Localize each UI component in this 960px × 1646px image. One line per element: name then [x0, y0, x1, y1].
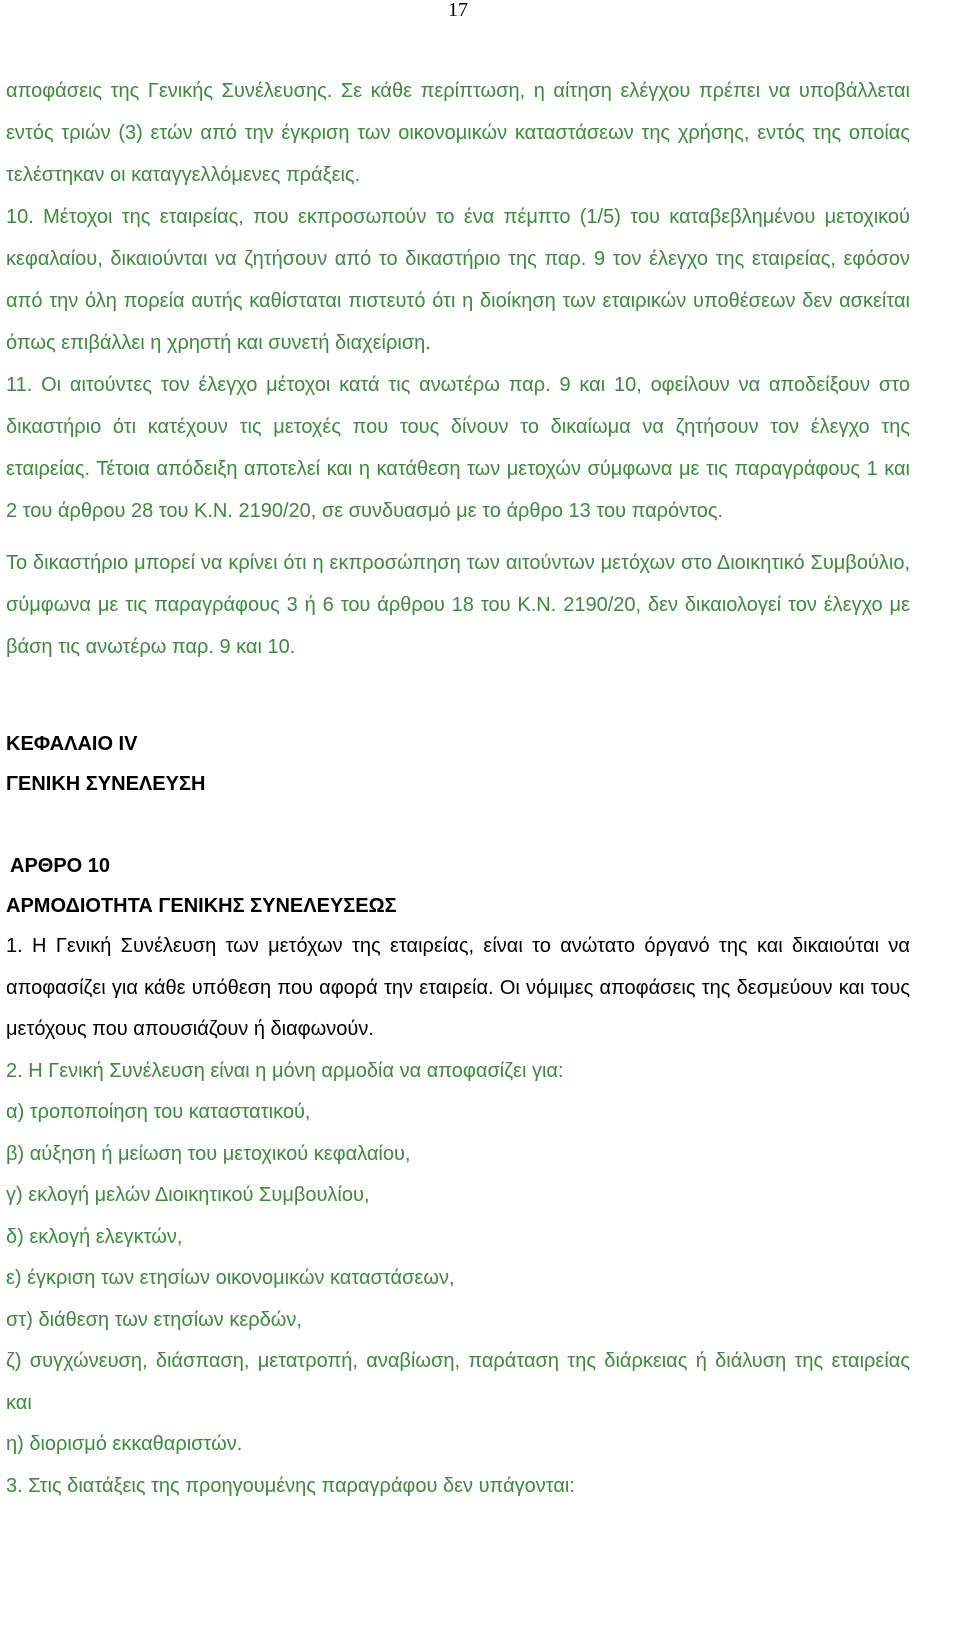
intro-paragraph: αποφάσεις της Γενικής Συνέλευσης. Σε κάθε περίπτωση, η αίτηση ελέγχου πρέπει να υποβάλλεται εντός τριών (3) ετών από την έγκριση των οικονομικών καταστάσεων της χρήσης, εντός της οποίας τελέστηκαν οι καταγγελλόμενες πράξεις.	[6, 80, 910, 186]
list-item: β) αύξηση ή μείωση του μετοχικού κεφαλαίου,	[6, 1142, 411, 1165]
list-item: στ) διάθεση των ετησίων κερδών,	[6, 1308, 302, 1331]
list-item: α) τροποποίηση του καταστατικού,	[6, 1101, 311, 1123]
article-title: ΑΡΜΟΔΙΟΤΗΤΑ ΓΕΝΙΚΗΣ ΣΥΝΕΛΕΥΣΕΩΣ	[6, 895, 397, 917]
list-item: δ) εκλογή ελεγκτών,	[6, 1225, 183, 1248]
list-item: γ) εκλογή μελών Διοικητικού Συμβουλίου,	[6, 1184, 370, 1206]
list-item: ζ) συγχώνευση, διάσπαση, μετατροπή, αναβίωση, παράταση της διάρκειας ή διάλυση της εταιρείας και	[6, 1350, 910, 1414]
list-item: η) διορισμό εκκαθαριστών.	[6, 1433, 243, 1455]
list-item: ε) έγκριση των ετησίων οικονομικών καταστάσεων,	[6, 1267, 455, 1289]
article-paragraph-3: 3. Στις διατάξεις της προηγουμένης παραγράφου δεν υπάγονται:	[6, 1474, 575, 1497]
spacer	[6, 804, 910, 846]
paragraph-10: 10. Μέτοχοι της εταιρείας, που εκπροσωπούν το ένα πέμπτο (1/5) του καταβεβλημένου μετοχικού κεφαλαίου, δικαιούνται να ζητήσουν από το δικαστήριο της παρ. 9 τον έλεγχο της εταιρείας, εφόσον από την όλη πορεία αυτής καθίσταται πιστευτό ότι η διοίκηση των εταιρικών υποθέσεων δεν ασκείται όπως επιβάλλει η χρηστή και συνετή διαχείριση.	[6, 206, 910, 354]
page-number: 17	[448, 0, 468, 21]
paragraph-11: 11. Οι αιτούντες τον έλεγχο μέτοχοι κατά τις ανωτέρω παρ. 9 και 10, οφείλουν να αποδείξουν στο δικαστήριο ότι κατέχουν τις μετοχές που τους δίνουν το δικαίωμα να ζητήσουν τον έλεγχο της εταιρείας. Τέτοια απόδειξη αποτελεί και η κατάθεση των μετοχών σύμφωνα με τις παραγράφους 1 και 2 του άρθρου 28 του Κ.Ν. 2190/20, σε συνδυασμό με το άρθρο 13 του παρόντος.	[6, 374, 910, 522]
chapter-heading: ΚΕΦΑΛΑΙΟ IV	[6, 733, 138, 755]
document-body	[6, 70, 910, 1507]
article-paragraph-2: 2. Η Γενική Συνέλευση είναι η μόνη αρμοδία να αποφασίζει για:	[6, 1059, 564, 1082]
spacer	[6, 532, 910, 542]
article-paragraph-1: 1. Η Γενική Συνέλευση των μετόχων της εταιρείας, είναι το ανώτατο όργανό της και δικαιούται να αποφασίζει για κάθε υπόθεση που αφορά την εταιρεία. Οι νόμιμες αποφάσεις της δεσμεύουν και τους μετόχους που απουσιάζουν ή διαφωνούν.	[6, 935, 910, 1040]
article-heading: ΑΡΘΡΟ 10	[10, 855, 111, 877]
paragraph-court: Το δικαστήριο μπορεί να κρίνει ότι η εκπροσώπηση των αιτούντων μετόχων στο Διοικητικό Συμβούλιο, σύμφωνα με τις παραγράφους 3 ή 6 του άρθρου 18 του Κ.Ν. 2190/20, δεν δικαιολογεί τον έλεγχο με βάση τις ανωτέρω παρ. 9 και 10.	[6, 552, 910, 658]
chapter-title: ΓΕΝΙΚΗ ΣΥΝΕΛΕΥΣΗ	[6, 773, 206, 795]
spacer	[6, 668, 910, 724]
